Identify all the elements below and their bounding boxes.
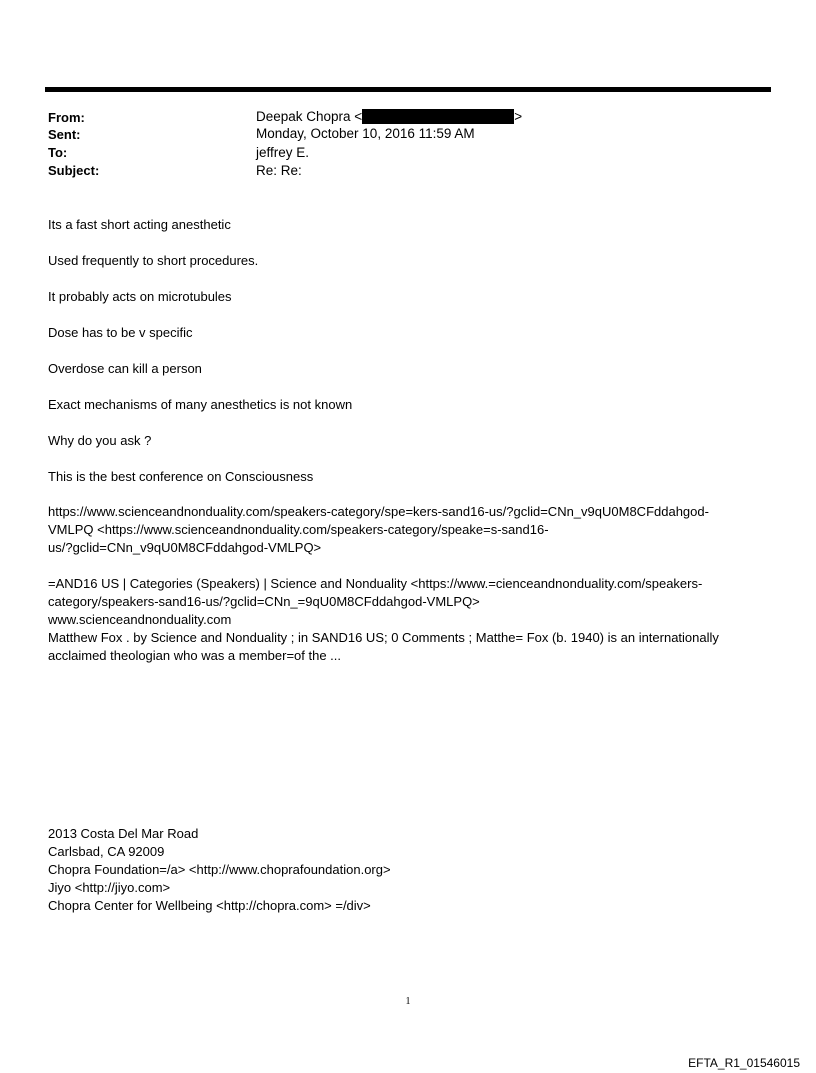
body-paragraph: Why do you ask ? (48, 433, 152, 448)
signature-line: Chopra Foundation=/a> <http://www.choprafoundation.org> (48, 862, 391, 877)
signature-line: 2013 Costa Del Mar Road (48, 826, 199, 841)
subject-value: Re: Re: (256, 163, 302, 178)
sent-label: Sent: (48, 127, 81, 142)
conference-link-block (48, 503, 778, 557)
signature-block (48, 825, 778, 915)
snippet-line: =AND16 US | Categories (Speakers) | Science and Nonduality <https://www.=cienceandnonduality.com/speakers- (48, 576, 703, 591)
body-paragraph: Dose has to be v specific (48, 325, 193, 340)
signature-line: Chopra Center for Wellbeing <http://chopra.com> =/div> (48, 898, 371, 913)
body-paragraph: Exact mechanisms of many anesthetics is not known (48, 397, 353, 412)
redaction-box (362, 109, 514, 124)
header-divider (45, 87, 771, 92)
link-line[interactable]: us/?gclid=CNn_v9qU0M8CFddahgod-VMLPQ> (48, 540, 322, 555)
subject-label: Subject: (48, 163, 100, 178)
snippet-line: www.scienceandnonduality.com (48, 612, 232, 627)
body-paragraph: Its a fast short acting anesthetic (48, 217, 231, 232)
sender-bracket: > (514, 109, 523, 124)
body-paragraph: Used frequently to short procedures. (48, 253, 259, 268)
document-id: EFTA_R1_01546015 (688, 1056, 800, 1070)
body-paragraph: Overdose can kill a person (48, 361, 202, 376)
from-value (256, 108, 522, 126)
body-paragraph: It probably acts on microtubules (48, 289, 232, 304)
search-snippet-block (48, 575, 778, 665)
signature-line: Carlsbad, CA 92009 (48, 844, 165, 859)
page-number: 1 (405, 996, 411, 1007)
snippet-line: Matthew Fox . by Science and Nonduality ; in SAND16 US; 0 Comments ; Matthe= Fox (b. 1940) is an internationally (48, 630, 719, 645)
signature-line: Jiyo <http://jiyo.com> (48, 880, 171, 895)
to-label: To: (48, 145, 68, 160)
link-line[interactable]: https://www.scienceandnonduality.com/speakers-category/spe=kers-sand16-us/?gclid=CNn_v9qU0M8CFddahgod- (48, 504, 709, 519)
from-label: From: (48, 110, 85, 125)
sender-name: Deepak Chopra < (256, 109, 363, 124)
sent-value: Monday, October 10, 2016 11:59 AM (256, 126, 475, 141)
snippet-line: acclaimed theologian who was a member=of the ... (48, 648, 342, 663)
to-value: jeffrey E. (256, 145, 310, 160)
link-line[interactable]: VMLPQ <https://www.scienceandnonduality.com/speakers-category/speake=s-sand16- (48, 522, 549, 537)
snippet-line: category/speakers-sand16-us/?gclid=CNn_=9qU0M8CFddahgod-VMLPQ> (48, 594, 480, 609)
body-paragraph: This is the best conference on Consciousness (48, 469, 314, 484)
